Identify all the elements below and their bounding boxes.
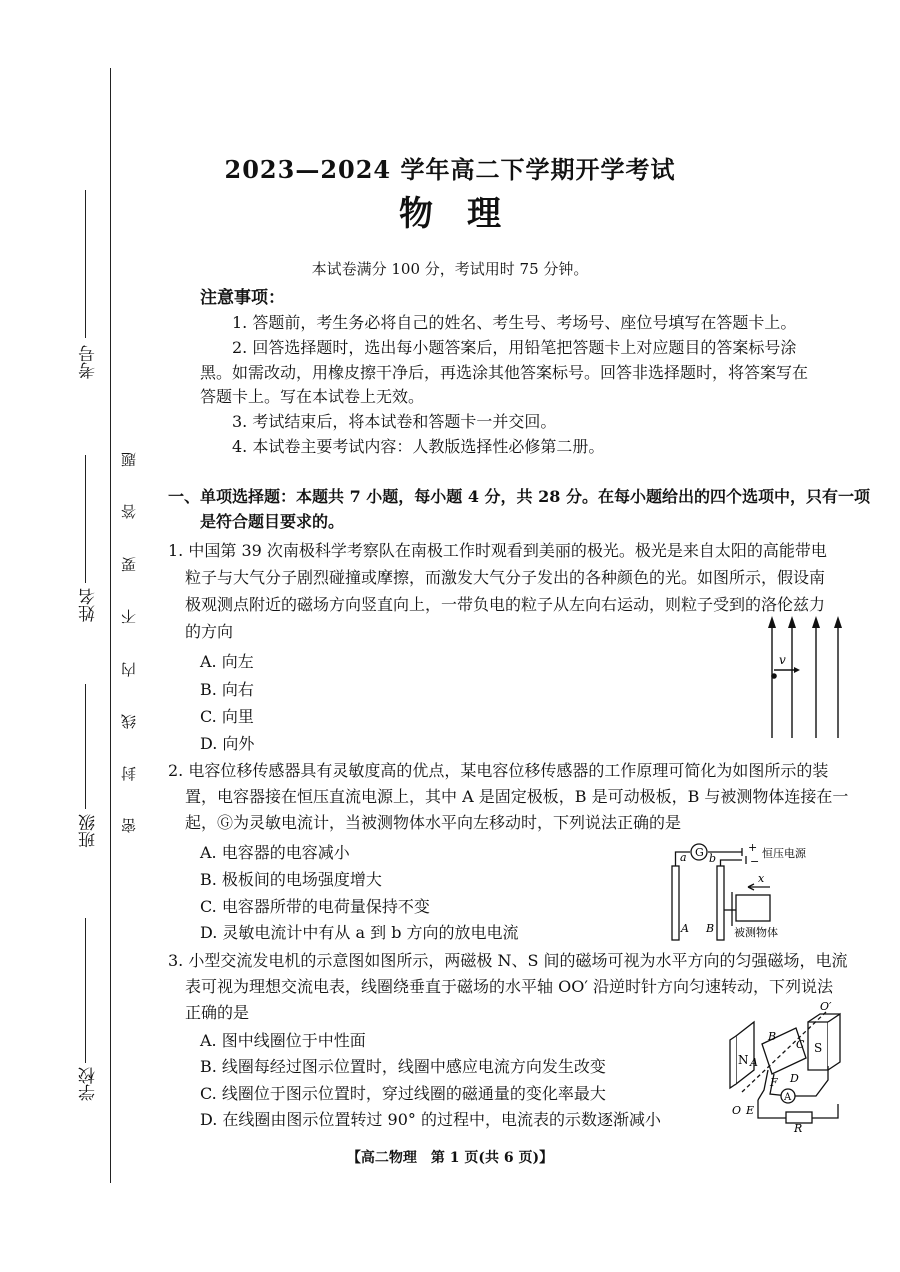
q3-option-d: D. 在线圈由图示位置转过 90° 的过程中，电流表的示数逐渐减小 (200, 1110, 661, 1129)
field-school-label: 学校 (79, 1067, 99, 1101)
q2-stem: 置，电容器接在恒压直流电源上，其中 A 是固定极板，B 是可动极板，B 与被测物体连接在一 (185, 787, 849, 806)
q3-option-b: B. 线圈每经过图示位置时，线圈中感应电流方向发生改变 (200, 1057, 606, 1076)
q3-option-a: A. 图中线圈位于中性面 (200, 1031, 366, 1050)
q1-stem: 的方向 (185, 622, 234, 641)
coil-b-label: B (768, 1030, 777, 1043)
seal-char: 封 (120, 766, 138, 781)
ammeter-label: A (784, 1092, 792, 1103)
q3-stem: 正确的是 (185, 1003, 250, 1022)
q1-option-b: B. 向右 (200, 680, 254, 699)
notice-line: 1. 答题前，考生务必将自己的姓名、考生号、考场号、座位号填写在答题卡上。 (232, 313, 797, 332)
plus-label: + (748, 841, 758, 854)
seal-char: 题 (120, 452, 138, 467)
q2-capacitor-figure (662, 834, 882, 944)
notice-line: 答题卡上。写在本试卷上无效。 (200, 387, 425, 406)
subject-title: 物理 (399, 194, 535, 234)
south-pole-label: S (814, 1041, 823, 1055)
q3-generator-figure (728, 1000, 856, 1132)
seal-char: 不 (120, 609, 138, 624)
field-name-line (85, 455, 86, 583)
field-class-line (85, 684, 86, 809)
axis-o-label: O (732, 1104, 742, 1117)
object-label: 被测物体 (734, 926, 778, 939)
q2-option-d: D. 灵敏电流计中有从 a 到 b 方向的放电电流 (200, 923, 519, 942)
q2-option-c: C. 电容器所带的电荷量保持不变 (200, 897, 430, 916)
section-heading-cont: 是符合题目要求的。 (200, 512, 345, 531)
displacement-label: x (758, 872, 765, 885)
seal-char: 内 (120, 662, 138, 677)
brush-f-label: F (770, 1076, 778, 1089)
notice-line: 2. 回答选择题时，选出每小题答案后，用铅笔把答题卡上对应题目的答案标号涂 (232, 338, 797, 357)
q2-option-b: B. 极板间的电场强度增大 (200, 870, 382, 889)
seal-char: 密 (120, 818, 138, 833)
q1-option-d: D. 向外 (200, 734, 255, 753)
q2-stem: 起，Ⓖ为灵敏电流计，当被测物体水平向左移动时，下列说法正确的是 (185, 813, 682, 832)
binding-line (110, 68, 111, 1183)
notice-line: 4. 本试卷主要考试内容：人教版选择性必修第二册。 (232, 437, 605, 456)
q1-stem: 1. 中国第 39 次南极科学考察队在南极工作时观看到美丽的极光。极光是来自太阳的高能带电 (168, 541, 827, 560)
notice-line: 3. 考试结束后，将本试卷和答题卡一并交回。 (232, 412, 557, 431)
brush-e-label: E (746, 1104, 755, 1117)
exam-info: 本试卷满分 100 分，考试用时 75 分钟。 (311, 260, 589, 278)
velocity-label: v (779, 653, 786, 667)
resistor-label: R (794, 1122, 803, 1132)
coil-a-label: A (750, 1056, 758, 1069)
power-source-label: 恒压电源 (762, 847, 806, 860)
field-exam-number-label: 考号 (79, 345, 99, 379)
plate-b-label: B (706, 922, 715, 935)
q1-option-a: A. 向左 (200, 652, 254, 671)
seal-char: 答 (120, 504, 138, 519)
terminal-b-label: b (709, 852, 717, 865)
north-pole-label: N (738, 1053, 749, 1067)
field-school-line (85, 918, 86, 1063)
q1-stem: 极观测点附近的磁场方向竖直向上，一带负电的粒子从左向右运动，则粒子受到的洛伦兹力 (185, 595, 826, 614)
q3-stem: 表可视为理想交流电表，线圈绕垂直于磁场的水平轴 OO′ 沿逆时针方向匀速转动，下列说法 (185, 977, 834, 996)
field-name-label: 姓名 (79, 588, 99, 622)
page-footer: 【高二物理 第 1 页(共 6 页)】 (346, 1150, 554, 1166)
minus-label: − (750, 855, 760, 868)
q2-stem: 2. 电容位移传感器具有灵敏度高的优点，某电容位移传感器的工作原理可简化为如图所示的装 (168, 761, 829, 780)
q2-option-a: A. 电容器的电容减小 (200, 843, 350, 862)
galvanometer-label: G (695, 846, 704, 859)
exam-title: 2023—2024 学年高二下学期开学考试 (224, 155, 676, 184)
q1-magnetic-field-figure (760, 612, 850, 740)
plate-a-label: A (681, 922, 689, 935)
coil-c-label: C (796, 1038, 805, 1051)
q3-option-c: C. 线圈位于图示位置时，穿过线圈的磁通量的变化率最大 (200, 1084, 606, 1103)
particle-dot (771, 673, 777, 679)
q3-stem: 3. 小型交流发电机的示意图如图所示，两磁极 N、S 间的磁场可视为水平方向的匀强磁场，电流 (168, 951, 848, 970)
coil-d-label: D (790, 1072, 799, 1085)
q1-option-c: C. 向里 (200, 707, 254, 726)
notice-line: 黑。如需改动，用橡皮擦干净后，再选涂其他答案标号。回答非选择题时，将答案写在 (200, 363, 809, 382)
terminal-a-label: a (680, 851, 687, 864)
notice-heading: 注意事项： (200, 288, 285, 308)
q1-stem: 粒子与大气分子剧烈碰撞或摩擦，而激发大气分子发出的各种颜色的光。如图所示，假设南 (185, 568, 826, 587)
seal-char: 线 (120, 714, 138, 729)
axis-o-prime-label: O′ (820, 1000, 832, 1013)
section-heading: 一、单项选择题：本题共 7 小题，每小题 4 分，共 28 分。在每小题给出的四个选项中，只有一项 (168, 487, 870, 506)
field-class-label: 班级 (79, 814, 99, 848)
seal-char: 要 (120, 557, 138, 572)
